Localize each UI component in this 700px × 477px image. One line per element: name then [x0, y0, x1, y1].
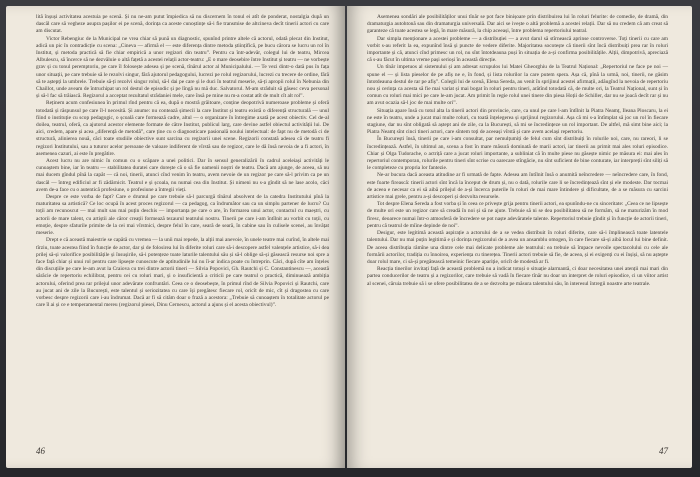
- right-paragraph: Tot despre Elena Sereda a fost vorba și în ceea ce privește grija pentru tinerii actori, ea spunîndu-ne cu sinceritate: „Ceea ce ne lipsește de multe ori este un regizor care să creadă în noi și să ne ajute. Trebuie să ni se dea posibilitatea să ne formăm, să ne maturizăm în mod firesc, deoarece numai într-o atmosferă de încredere se pot naște adevăratele talente. Repertoriul trebuie gîndit și în funcție de actorii tineri, pentru că teatrul de mîine depinde de noi”.: [367, 201, 668, 229]
- left-page-text: [36, 14, 329, 309]
- left-paragraph: Reținem acum confesiunea în primul rînd pentru că ea, după o mostră grăitoare, conține deopotrivă numeroase probleme și oferă totodată și răspunsul pe care îl-l necesită. Și anume: nu contează șimecii la care Institut și teatru există o diferență structurală — unul fiind o instituție cu scop pedagogic, o școală care formează cadre, altul — o organizare în întregime axată pe acest obiectiv. Cel de-al doilea, teatrul, oferă, ca ajutorul acestor elemente formate de către Institut, publicul larg, care devine astfel obiectul activității lui. De aici, credem, apare și acea „diferență de metodă”, care ține cu o diagnosticare pasională noului intelectual: de fapt nu de metodă ci de structură, alinierea nouă, căci toate studiile obiective sunt sarcina cu regizorii unei scene. Regizorii constată adesea că de teatru fi regizori Institutului, sau a tuturor acelor persoane de valoare indiferent de vîrstă sau de regizor, care le dă însă nevoia de a fi actori, în asemenea cazuri, ai este în pregătire.: [36, 100, 329, 157]
- right-paragraph: Situația apare însă cu totul alta la tinerii actori din provincie, care, ca unul pe care l-am întîlnit la Piatra Neamț, Ileana Ploscaru, la ei ne este în teatru, unde a jucat mai multe roluri, cu toată înțelegerea și sprijinul regizorului. Așa că mi s-a întîmplat să joc un rol în fiecare stagiune, dar nu sînt obligată să aștept ani de zile, ca la București, să mi se încredințeze un rol important. De altfel, mă simt bine aici; la Piatra Neamț sînt cinci tineri actori, care sîntem toți de aceeași vîrstă și care avem același repertoriu.: [367, 107, 668, 136]
- right-page: [347, 6, 692, 468]
- right-paragraph: În București însă, tinerii pe care i-am consultat, par nemulțumiți de felul cum sînt distribuiți în rolurile noi, care, nu rareori, li se încredințează. Astfel, în ultimul an, scena a fost în mare măsură dominată de marii actori, iar tinerii au primit mai ales roluri episodice. Chiar și Olga Tudorache, o actriță care a jucat roluri importante, a subliniat că în multe piese nu găsește nimic pe măsura ei: mai ales în repertoriul contemporan, rolurile pentru tineri sînt scrise cu oarecare stîngăcie, nu sînt suficient de bine conturate, iar interpreții sînt siliți să le completeze cu propria lor fantezie.: [367, 136, 668, 172]
- left-page: [6, 6, 345, 468]
- right-page-number: 47: [659, 446, 668, 456]
- right-paragraph: Asemenea sondări ale posibilităților unui tînăr se pot face binișoare prin distribuirea lui în roluri felurite: de comedie, de dramă, din dramaturgia autohtonă sau din dramaturgia universală. Dar aici se ivește o altă problemă a acestei relații. Dar să nu credem că am creat să garanteze că toate acestea se legă, în mare măsură, la chip aceeași, între problema repertoriului teatral.: [367, 14, 668, 35]
- left-paragraph: Drept e că această maiestrie se capătă cu vremea — la unii mai repede, la alții mai anevoie, în unele teatre mai curînd, în altele mai tîrziu, toate acestea fiind în funcție de actor, dar și de folosirea lui în diferite roluri care să-i descopere astfel valențele artistice, să-i dea prilej să-și valorifice posibilitățile și însușirile, să-i potențeze toate laturile talentului său și să-l oblige să-și găsească resurse noi spre a face față chiar și unui rol pentru care lipsește cunoscute de aptitudinile lui nu îi-ar indica poate cu întreprin. Căci, după cîte am înțeles din discuțiile pe care le-am avut la Craiova cu trei dintre actorii tineri — Silvia Popovici, Gh. Rautchi și C. Constantinescu —, această sărăcie de repertoriu echilibrat, pentru cei cu roluri mari, și o insuficientă a criticii pe care teatrul o practică, diminuează ambiția actorului, oferind prea rar prilejul unor adevărate confruntări. Ceea ce o deosebește, în primul rînd de Silvia Popovici și Rautchi, care au jucat ani de zile la București, este talentul și seriozitatea cu care își pregătesc fiecare rol, oricît de mic, cît și dragostea cu care vorbesc despre regizorii care i-au îndrumat. Dacă ar fi să cităm doar o frază a acestora: „Trebuie să cunoaștem în totalitate actorul pe care îl ai și ce e temperamental mereu (regizorul piesei, Dinu Cernescu, actorul a ajuns și el acesta obiectivul)”.: [36, 237, 329, 309]
- right-paragraph: Dar simpla menționare a acestei probleme — a distribuției — a avut darul să stîrnească aprinse controverse. Toți tinerii cu care am vorbit s-au referit la ea, expunînd însă și puncte de vedere diferite. Majoritatea socotește că tinerii sînt încă distribuiți prea rar în roluri importante și că, atunci cînd primesc un rol, nu sînt întotdeauna puși în situația de a-și confirma posibilitățile. Alții, dimpotrivă, apreciază că s-au făcut în ultima vreme pași serioși în această direcție.: [367, 35, 668, 64]
- left-page-number: 46: [36, 446, 45, 456]
- left-paragraph: Acest lucru nu are nimic în comun cu o scăpare a unei politici. Dar în sensul generalizării în cadrul aceleiași activități le cunoaștem bine, iar în teatru — stabilitatea duratei care dorește că o să fie oamenii noștri de teatru. Dacă am ajunge, de aceea, să nu mai ducem gîndul pînă la capăt — că noi, tinerii, atunci cînd venim în teatru, avem nevoie de un regizor pe care să-l privim ca pe un dascăl — întreg edificiul ar fi zădărnicit. Teatrul e și școala, nu numai cea din Institut. Și nimeni nu s-a gîndit să ne lase acolo, căci avem de-a face cu o autentică profesiune, o profesiune a întregii vieți.: [36, 158, 329, 193]
- right-paragraph: Desigur, este legitimă această aspirație a actorului de a se vedea distribuit în roluri diferite, care să-i împlinească toate latentele talentului. Dar nu mai puțin legitimă e și dorința regizorului de a avea un ansamblu omogen, în care fiecare să-și aibă locul lui bine definit. De aceea distribuția rămîne una dintre cele mai delicate probleme ale teatrului: ea trebuie să împace nevoile spectacolului cu cele ale formării actorilor, tradiția cu înnoirea, experiența cu tinerețea. Tinerii actori trebuie să fie, de aceea, și ei exigenți cu ei înșiși, să nu aștepte doar rolul mare, ci să-și pregătească temeinic fiecare apariție, oricît de modestă ar fi.: [367, 230, 668, 265]
- left-paragraph: lită înșuși activitatea acestuia pe scenă. Și nu ne-am putut împiedica să nu discernem în tonul ei atît de ponderat, nostalgia după un dascăl care să vegheze asupra pașilor ei pe scenă, dorința ca aceste cunoștințe să-i fie transmise de altcineva decît tinerii actori cu care am discutat.: [36, 14, 329, 35]
- left-paragraph: Despre ce este vorba de fapt? Care e drumul pe care trebuie să-l parcurgă tînărul absolvent de la catedra Institutului pînă la maturitatea sa artistică? Ce loc ocupă în acest proces regizorul — ca pedagog, ca îndrumător sau ca un simplu partener de lucru? Cu toții am recunoscut — mai mult sau mai puțin deschis — importanța pe care o are, în formarea unui actor, contactul cu maeștri, cu actorii de mare talent, cu artiștii ale căror creații formează tezaurul teatrului nostru. Tinerii pe care i-am întîlnit au vorbit cu toții, cu emoție, despre sfaturile primite de la cei mai vîrstnici, despre felul în care, seară de seară, în cabine sau în culisele scenei, au învățat meserie.: [36, 194, 329, 237]
- right-page-text: [367, 14, 668, 288]
- left-paragraph: Victor Rebengiuc de la Municipal ne vrea chiar să pună un diagnostic, spunînd printre altele că actorul, odată plecat din Institut, adică un pic în contradicție cu scena: „Cineva — afirmă el — este diferența dintre metoda științifică, pe bucu cărora se lucru un rol în Institut, și metoda practică să fie chiar empirică a unor regizori din teatru”. Pentru ca într-adevăr, colegul lui de teatru, Mircea Albulescu, să încerce să ne dezvăluie o altă fațetă a acestei relații actor-teatru: „E o mare deosebire între Institut și teatru — ne vorbește grav și cu tonul peremptoriu, pe care îl folosește adesea și pe scenă, tînărul actor al Municipalului. — Te vezi dintr-o dată pus în fața unor situații, pe care trebuie să le rezolvi singur, fără ajutorul pedagogului, lucrezi pe rolul regizorului, lucrezi cu trecere de ordine, fără să te aștepți la umbrele. Trebuie să-ți rezolvi singur rolul, să-l dai pe care și le duci în teatrul meserie, să-ți apropii rolul în Nebunia din Chaillot, unde aveam de întruchipat un rol destul de episodic și pe lîngă nu mă duc. Salvatorul. M-am străduit să găsesc ceva personal și să-l fac să trăiască. Regizorul a acceptat rezultatul strădaniei mele, care însă pe mine nu m-a costat atît de mult cît alt rol”.: [36, 35, 329, 100]
- right-paragraph: Ne-ar bucura dacă aceasta atitudine ar fi urmată de fapte. Adesea am întîlnit însă o anumită neîncredere — neîncredere care, în fond, este foarte firească: tinerii actori sînt încă la început de drum și, nu o dată, rolurile care li se încredințează sînt și ele modeste. Dar tocmai de aceea e necesar ca ei să aibă prilejul de a-și încerca puterile în roluri de mai mare întindere și dificultate, de a se măsura cu sarcini artistice mai grele, pentru a-și descoperi și dezvolta resursele.: [367, 172, 668, 201]
- right-paragraph: Reacția tinerilor invitați față de această problemă nu a indicat totuși o situație alarmantă, ci doar necesitatea unei atenții mai mari din partea conducerilor de teatru și a regizorilor, care trebuie să vadă în fiecare tînăr nu doar un interpret de roluri episodice, ci un viitor artist al scenei, căruia trebuie să i se ofere posibilitatea de a se dezvolta pe măsura talentului său, în interesul întregii noastre arte teatrale.: [367, 266, 668, 287]
- right-paragraph: Un tînăr impetuos al sistemului și am adresat scrupulos lui Matei Gheorghiu de la Teatrul Național: „Repertoriul ne face pe noi — spune el — și lista pieselor de pe afiș ne e, în fond, și lista rolurilor la care putem spera. Așa că, pînă la urmă, noi, tinerii, ne găsim întotdeauna destul de rar pe afiș”. Colegii lui de scenă, Elena Sereda, au venit în sprijinul acestei afirmații, adăugînd la nevoia de repertoriu nou și cerința ca acesta să fie mai variat și mai bogat în roluri pentru tineri, arătînd totodată că, de multe ori, la Teatrul Național, sunt și în comun cu roluri mai mici pe care le-am jucat. Am primit în regie rolul unei tinere din piesa Hoții de Schiller, dar nu se joacă decît rar și nu am avut ocazia să-l joc de mai multe ori”.: [367, 64, 668, 107]
